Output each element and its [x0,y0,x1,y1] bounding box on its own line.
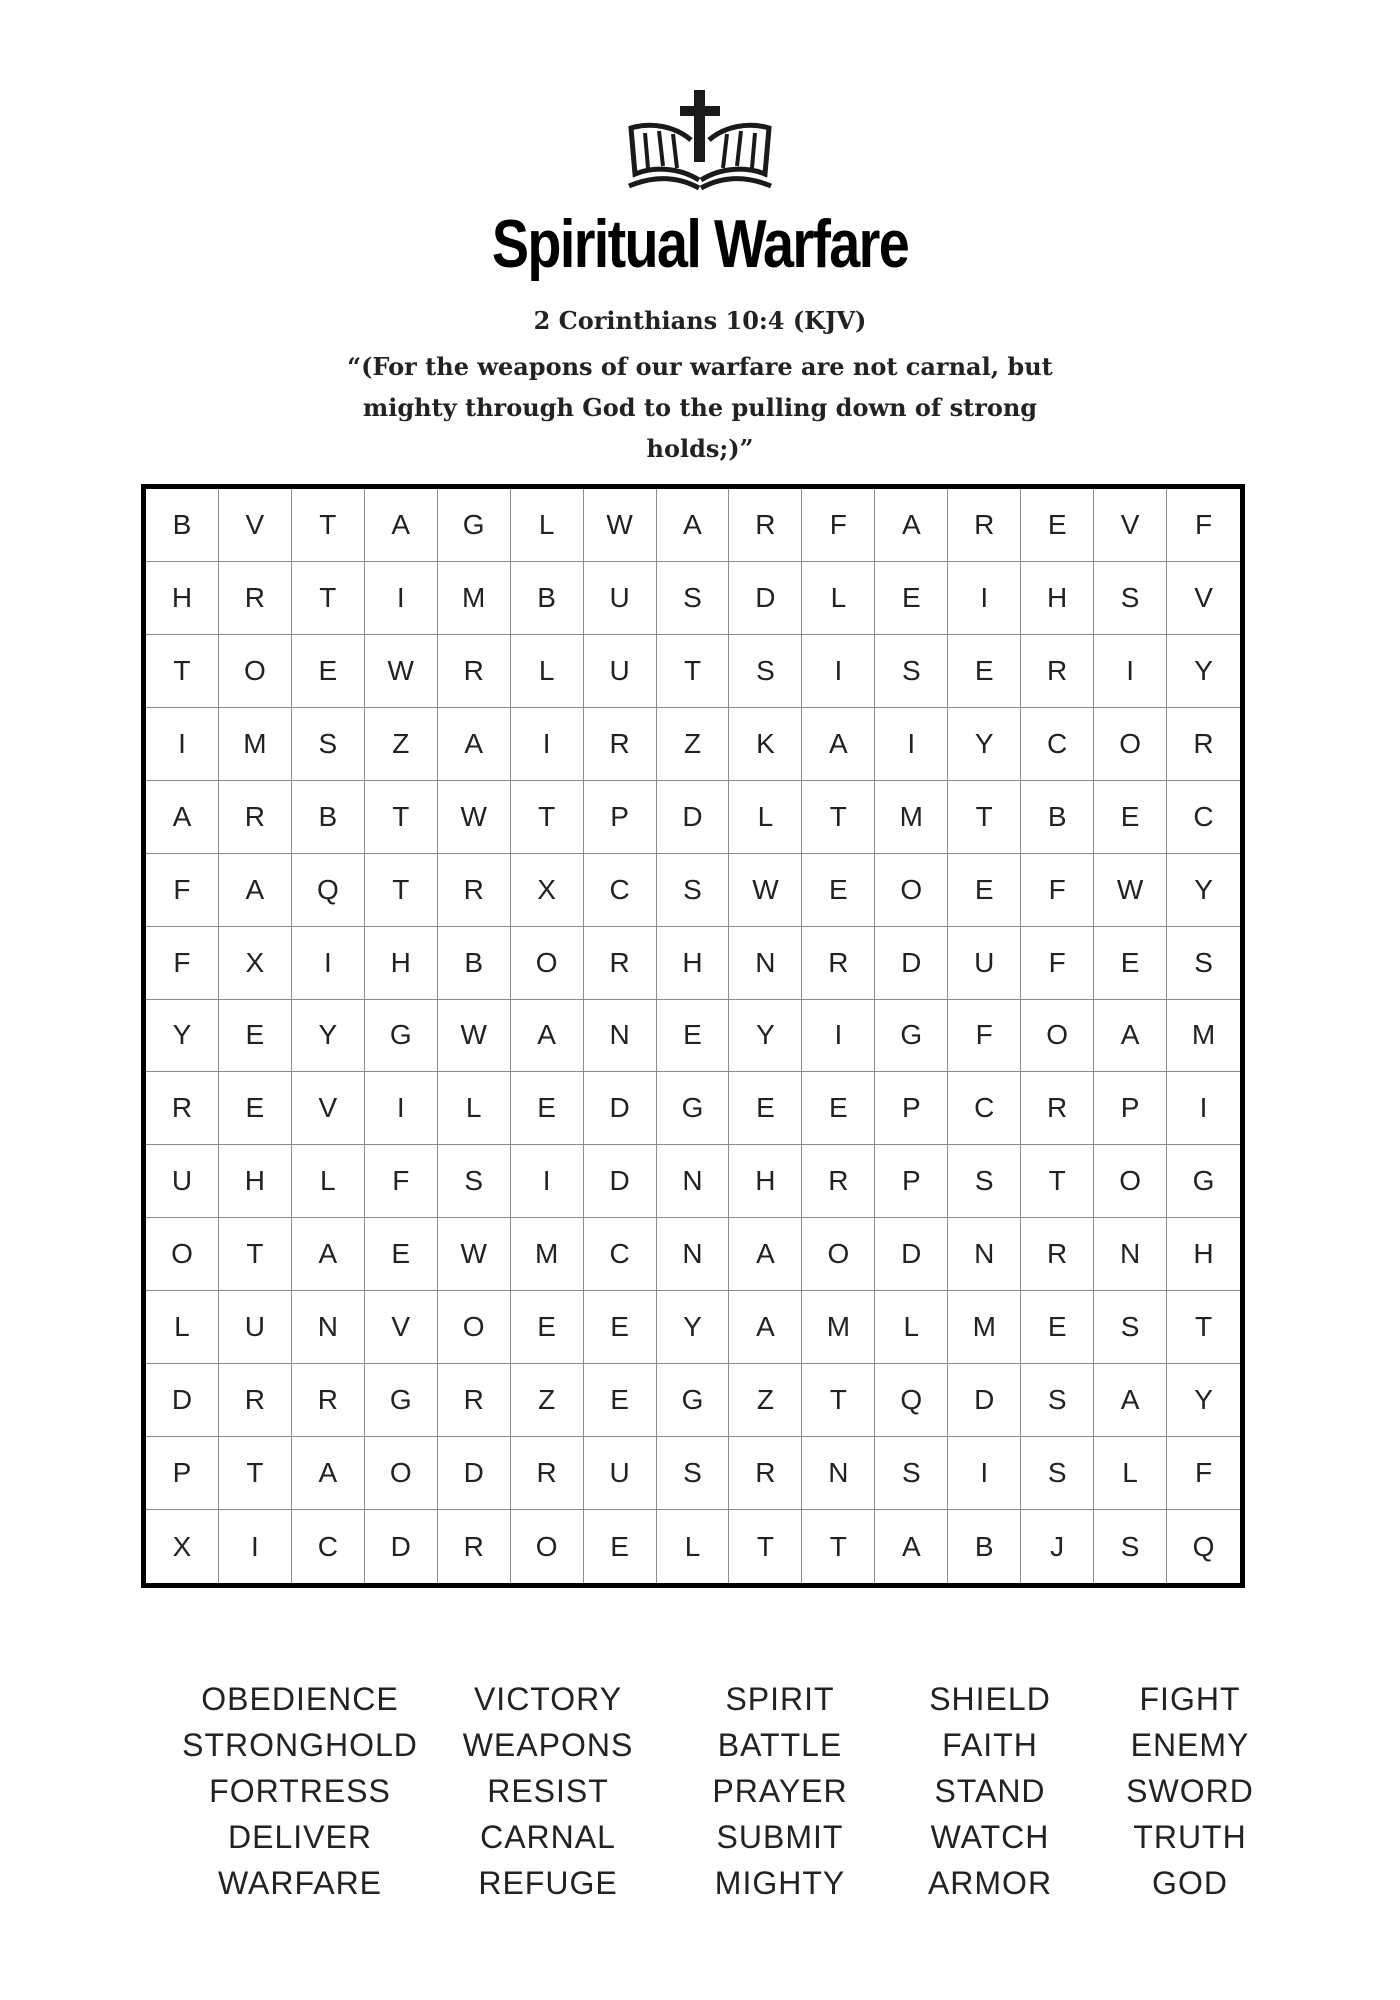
grid-cell[interactable]: T [729,1510,802,1583]
grid-cell[interactable]: U [948,927,1021,1000]
grid-cell[interactable]: G [1167,1145,1240,1218]
grid-cell[interactable]: Y [729,1000,802,1073]
grid-cell[interactable]: R [146,1072,219,1145]
grid-cell[interactable]: F [1167,489,1240,562]
grid-cell[interactable]: T [802,781,875,854]
word-bank-column [170,1676,430,1906]
grid-cell[interactable]: F [802,489,875,562]
grid-cell[interactable]: H [657,927,730,1000]
grid-cell[interactable]: Y [1167,1364,1240,1437]
scripture-verse: “(For the weapons of our warfare are not carnal, but mighty through God to the pulling down of strong holds;)” [347,352,1053,463]
word-bank-item: DELIVER [228,1819,372,1855]
grid-cell[interactable]: R [729,1437,802,1510]
grid-cell[interactable]: L [511,635,584,708]
grid-cell[interactable]: W [584,489,657,562]
grid-cell[interactable]: L [729,781,802,854]
grid-cell[interactable]: E [219,1072,292,1145]
grid-cell[interactable]: D [948,1364,1021,1437]
grid-cell[interactable]: X [511,854,584,927]
grid-cell[interactable]: E [875,562,948,635]
grid-cell[interactable]: G [438,489,511,562]
grid-cell[interactable]: N [1094,1218,1167,1291]
grid-cell[interactable]: I [511,708,584,781]
grid-cell[interactable]: H [146,562,219,635]
word-bank-item: WATCH [930,1819,1050,1855]
word-bank-item: WEAPONS [462,1727,634,1763]
grid-cell[interactable]: G [365,1364,438,1437]
grid-cell[interactable]: S [1021,1364,1094,1437]
word-bank-item: SWORD [1126,1773,1254,1809]
grid-cell[interactable]: A [875,1510,948,1583]
grid-cell[interactable]: A [511,1000,584,1073]
grid-cell[interactable]: A [292,1437,365,1510]
grid-cell[interactable]: T [1167,1291,1240,1364]
grid-cell[interactable]: I [1167,1072,1240,1145]
grid-cell[interactable]: N [657,1145,730,1218]
grid-cell[interactable]: E [948,635,1021,708]
grid-cell[interactable]: C [1167,781,1240,854]
word-bank-item: VICTORY [473,1681,623,1717]
word-bank-item: PRAYER [712,1773,848,1809]
grid-cell[interactable]: F [365,1145,438,1218]
word-bank-column [1060,1676,1320,1906]
grid-cell[interactable]: D [584,1145,657,1218]
grid-cell[interactable]: B [511,562,584,635]
grid-cell[interactable]: C [292,1510,365,1583]
grid-cell[interactable]: H [365,927,438,1000]
grid-cell[interactable]: S [657,854,730,927]
grid-cell[interactable]: S [1094,562,1167,635]
word-bank-item: SPIRIT [725,1681,835,1717]
word-bank-item: ENEMY [1130,1727,1250,1763]
grid-cell[interactable]: A [292,1218,365,1291]
grid-cell[interactable]: B [146,489,219,562]
grid-cell[interactable]: S [1094,1510,1167,1583]
grid-cell[interactable]: G [657,1072,730,1145]
word-bank-item: TRUTH [1133,1819,1247,1855]
grid-cell[interactable]: C [948,1072,1021,1145]
grid-cell[interactable]: N [948,1218,1021,1291]
word-bank-item: FIGHT [1139,1681,1241,1717]
grid-cell[interactable]: Z [657,708,730,781]
grid-cell[interactable]: I [146,708,219,781]
grid-cell[interactable]: E [1021,1291,1094,1364]
grid-cell[interactable]: A [1094,1364,1167,1437]
grid-cell[interactable]: S [729,635,802,708]
grid-cell[interactable]: I [1094,635,1167,708]
grid-cell[interactable]: E [802,1072,875,1145]
grid-cell[interactable]: E [292,635,365,708]
grid-cell[interactable]: R [438,1510,511,1583]
grid-cell[interactable]: A [219,854,292,927]
word-bank-item: BATTLE [717,1727,843,1763]
grid-cell[interactable]: A [729,1218,802,1291]
grid-cell[interactable]: C [1021,708,1094,781]
grid-cell[interactable]: Y [146,1000,219,1073]
grid-cell[interactable]: M [948,1291,1021,1364]
grid-cell[interactable]: A [802,708,875,781]
grid-cell[interactable]: R [292,1364,365,1437]
grid-cell[interactable]: W [729,854,802,927]
word-bank-item: REFUGE [478,1865,618,1901]
grid-cell[interactable]: D [729,562,802,635]
grid-cell[interactable]: I [219,1510,292,1583]
grid-cell[interactable]: O [1094,1145,1167,1218]
grid-cell[interactable]: U [146,1145,219,1218]
grid-cell[interactable]: N [802,1437,875,1510]
grid-cell[interactable]: F [1021,927,1094,1000]
grid-cell[interactable]: Y [1167,635,1240,708]
grid-cell[interactable]: Y [657,1291,730,1364]
grid-cell[interactable]: R [1167,708,1240,781]
grid-cell[interactable]: L [438,1072,511,1145]
grid-cell[interactable]: H [729,1145,802,1218]
grid-cell[interactable]: R [802,927,875,1000]
word-bank-item: MIGHTY [714,1865,846,1901]
grid-cell[interactable]: O [438,1291,511,1364]
grid-cell[interactable]: Y [292,1000,365,1073]
grid-cell[interactable]: S [1021,1437,1094,1510]
grid-cell[interactable]: P [875,1072,948,1145]
grid-cell[interactable]: A [438,708,511,781]
grid-cell[interactable]: F [948,1000,1021,1073]
word-bank-column [418,1676,678,1906]
grid-cell[interactable]: O [802,1218,875,1291]
grid-cell[interactable]: I [802,1000,875,1073]
grid-cell[interactable]: L [875,1291,948,1364]
grid-cell[interactable]: O [1021,1000,1094,1073]
grid-cell[interactable]: Z [365,708,438,781]
grid-cell[interactable]: E [729,1072,802,1145]
grid-cell[interactable]: O [1094,708,1167,781]
grid-cell[interactable]: E [657,1000,730,1073]
grid-cell[interactable]: D [875,927,948,1000]
word-bank-item: SHIELD [929,1681,1051,1717]
grid-cell[interactable]: L [657,1510,730,1583]
word-bank-item: SUBMIT [716,1819,844,1855]
grid-cell[interactable]: W [438,781,511,854]
grid-cell[interactable]: V [365,1291,438,1364]
grid-cell[interactable]: B [948,1510,1021,1583]
grid-cell[interactable]: S [657,562,730,635]
grid-cell[interactable]: A [146,781,219,854]
grid-cell[interactable]: T [219,1437,292,1510]
grid-cell[interactable]: V [219,489,292,562]
grid-cell[interactable]: S [875,1437,948,1510]
grid-cell[interactable]: G [365,1000,438,1073]
grid-cell[interactable]: A [365,489,438,562]
grid-cell[interactable]: H [1167,1218,1240,1291]
grid-cell[interactable]: R [438,635,511,708]
grid-cell[interactable]: V [1167,562,1240,635]
grid-cell[interactable]: L [292,1145,365,1218]
grid-cell[interactable]: O [146,1218,219,1291]
grid-cell[interactable]: T [802,1510,875,1583]
grid-cell[interactable]: Q [292,854,365,927]
grid-cell[interactable]: R [219,562,292,635]
grid-cell[interactable]: M [802,1291,875,1364]
grid-cell[interactable]: A [657,489,730,562]
scripture-reference: 2 Corinthians 10:4 (KJV) [533,306,867,335]
grid-cell[interactable]: B [438,927,511,1000]
grid-cell[interactable]: V [1094,489,1167,562]
grid-cell[interactable]: G [657,1364,730,1437]
grid-cell[interactable]: R [802,1145,875,1218]
grid-cell[interactable]: I [948,1437,1021,1510]
grid-cell[interactable]: D [365,1510,438,1583]
grid-cell[interactable]: I [875,708,948,781]
grid-cell[interactable]: R [219,1364,292,1437]
grid-cell[interactable]: T [292,489,365,562]
grid-cell[interactable]: L [1094,1437,1167,1510]
grid-cell[interactable]: I [511,1145,584,1218]
grid-cell[interactable]: P [1094,1072,1167,1145]
grid-cell[interactable]: D [657,781,730,854]
bible-cross-icon [625,88,775,203]
grid-cell[interactable]: S [875,635,948,708]
grid-cell[interactable]: S [657,1437,730,1510]
grid-cell[interactable]: R [729,489,802,562]
grid-cell[interactable]: A [729,1291,802,1364]
grid-cell[interactable]: Q [875,1364,948,1437]
grid-cell[interactable]: U [584,1437,657,1510]
grid-cell[interactable]: L [146,1291,219,1364]
grid-cell[interactable]: M [511,1218,584,1291]
grid-cell[interactable]: O [365,1437,438,1510]
grid-cell[interactable]: E [584,1291,657,1364]
grid-cell[interactable]: P [146,1437,219,1510]
grid-cell[interactable]: Y [1167,854,1240,927]
grid-cell[interactable]: W [438,1218,511,1291]
grid-cell[interactable]: Q [1192,1530,1215,1562]
grid-cell[interactable]: I [365,1072,438,1145]
grid-cell[interactable]: K [729,708,802,781]
grid-cell[interactable]: M [438,562,511,635]
word-bank-item: ARMOR [927,1865,1053,1901]
word-bank-item: CARNAL [480,1819,616,1855]
grid-cell[interactable]: E [219,1000,292,1073]
grid-cell[interactable]: E [511,1072,584,1145]
grid-cell[interactable]: I [365,562,438,635]
grid-cell[interactable]: E [1021,489,1094,562]
grid-cell[interactable]: F [146,927,219,1000]
grid-cell[interactable]: T [292,562,365,635]
grid-cell[interactable]: L [511,489,584,562]
grid-cell[interactable]: O [219,635,292,708]
grid-cell[interactable]: S [948,1145,1021,1218]
grid-cell[interactable]: F [146,854,219,927]
word-bank-item: STRONGHOLD [182,1727,418,1763]
word-search-grid [141,484,1245,1588]
grid-cell[interactable]: D [438,1437,511,1510]
grid-cell[interactable]: N [584,1000,657,1073]
grid-cell[interactable]: M [875,781,948,854]
word-bank-item: WARFARE [217,1865,383,1901]
grid-cell[interactable]: D [584,1072,657,1145]
grid-cell[interactable]: J [1021,1510,1094,1583]
grid-cell[interactable]: R [511,1437,584,1510]
grid-cell[interactable]: E [584,1364,657,1437]
grid-cell[interactable]: T [219,1218,292,1291]
grid-cell[interactable]: B [1021,781,1094,854]
word-bank-item: FORTRESS [209,1773,391,1809]
grid-cell[interactable]: M [219,708,292,781]
grid-cell[interactable]: O [875,854,948,927]
grid-cell[interactable]: S [292,708,365,781]
grid-cell[interactable]: T [657,635,730,708]
grid-cell[interactable]: D [146,1364,219,1437]
grid-cell[interactable]: R [1021,1072,1094,1145]
grid-cell[interactable]: R [438,854,511,927]
grid-cell[interactable]: R [948,489,1021,562]
grid-cell[interactable]: I [948,562,1021,635]
grid-cell[interactable]: O [511,927,584,1000]
grid-cell[interactable]: T [948,781,1021,854]
word-bank-item: OBEDIENCE [201,1681,399,1717]
grid-cell[interactable]: P [875,1145,948,1218]
grid-cell[interactable]: R [219,781,292,854]
grid-cell[interactable]: R [584,708,657,781]
grid-cell[interactable]: W [1094,854,1167,927]
grid-cell[interactable]: U [219,1291,292,1364]
grid-cell[interactable]: X [146,1510,219,1583]
grid-cell[interactable]: T [146,635,219,708]
grid-cell[interactable]: C [584,1218,657,1291]
grid-cell[interactable]: R [1021,1218,1094,1291]
grid-cell[interactable]: N [292,1291,365,1364]
grid-cell[interactable]: X [219,927,292,1000]
grid-cell[interactable]: S [1167,927,1240,1000]
grid-cell[interactable]: N [729,927,802,1000]
grid-cell[interactable]: M [1167,1000,1240,1073]
word-bank-item: RESIST [487,1773,609,1809]
grid-cell[interactable]: L [802,562,875,635]
word-bank-item: FAITH [942,1727,1038,1763]
grid-cell[interactable]: W [365,635,438,708]
grid-cell[interactable]: T [511,781,584,854]
grid-cell[interactable]: T [365,854,438,927]
grid-cell[interactable]: T [1021,1145,1094,1218]
page-title: Spiritual Warfare [491,206,909,282]
grid-cell[interactable]: H [1021,562,1094,635]
grid-cell[interactable]: Y [948,708,1021,781]
word-bank-item: STAND [934,1773,1046,1809]
grid-cell[interactable]: P [584,781,657,854]
grid-cell[interactable]: E [511,1291,584,1364]
grid-cell[interactable]: E [802,854,875,927]
grid-cell[interactable]: I [292,927,365,1000]
grid-cell[interactable]: Z [729,1364,802,1437]
grid-cell[interactable]: S [438,1145,511,1218]
grid-cell[interactable]: E [1094,927,1167,1000]
grid-cell[interactable]: H [219,1145,292,1218]
grid-cell[interactable]: C [584,854,657,927]
grid-cell[interactable]: Z [511,1364,584,1437]
grid-cell[interactable]: A [1094,1000,1167,1073]
grid-cell[interactable]: A [875,489,948,562]
grid-cell[interactable]: E [584,1510,657,1583]
grid-cell[interactable]: T [365,781,438,854]
grid-cell[interactable]: S [1094,1291,1167,1364]
grid-cell[interactable]: F [1167,1437,1240,1510]
grid-cell[interactable]: G [875,1000,948,1073]
grid-cell[interactable]: R [1021,635,1094,708]
grid-cell[interactable]: O [511,1510,584,1583]
grid-cell[interactable]: U [584,635,657,708]
grid-cell[interactable]: N [657,1218,730,1291]
grid-cell[interactable]: U [584,562,657,635]
grid-cell[interactable]: T [802,1364,875,1437]
grid-cell[interactable]: E [1094,781,1167,854]
grid-cell[interactable]: D [875,1218,948,1291]
grid-cell[interactable]: E [365,1218,438,1291]
grid-cell[interactable]: I [802,635,875,708]
grid-cell[interactable]: E [948,854,1021,927]
grid-cell[interactable]: R [438,1364,511,1437]
grid-cell[interactable]: F [1021,854,1094,927]
grid-cell[interactable]: B [292,781,365,854]
grid-cell[interactable]: V [292,1072,365,1145]
word-bank-item: GOD [1152,1865,1228,1901]
grid-cell[interactable]: R [584,927,657,1000]
grid-cell[interactable]: W [438,1000,511,1073]
